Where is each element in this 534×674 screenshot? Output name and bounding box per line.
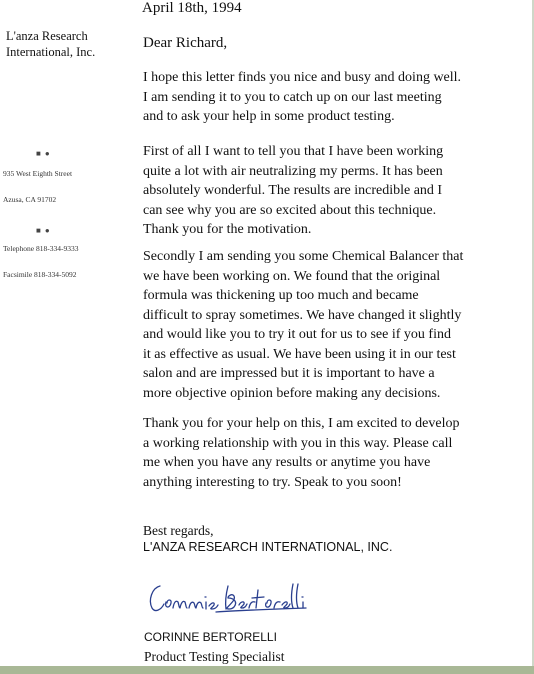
- signature-image: [146, 578, 316, 620]
- paragraph-3: [143, 247, 534, 403]
- paragraph-4: [143, 414, 534, 492]
- closing-salutation: Best regards,: [143, 523, 214, 538]
- paragraph-line: Thank you for your help on this, I am excited to develop: [143, 416, 460, 431]
- company-name-line2: International, Inc.: [6, 45, 96, 59]
- paragraph-2: [143, 142, 534, 240]
- paragraph-line: absolutely wonderful. The results are incredible and I: [143, 183, 443, 198]
- paragraph-line: can see why you are so excited about this technique.: [143, 202, 437, 218]
- letter-greeting: Dear Richard,: [143, 35, 228, 51]
- paragraph-line: Secondly I am sending you some Chemical Balancer that: [143, 249, 464, 264]
- letterhead-company: [6, 28, 95, 60]
- address-street: 935 West Eighth Street: [3, 169, 73, 178]
- letterhead-dots-bottom: ■ ●: [36, 226, 51, 235]
- bottom-scan-band: [0, 666, 534, 674]
- paragraph-line: salon and are impressed but it is important to have a: [143, 366, 435, 381]
- paragraph-line: quite a lot with air neutralizing my perms. It has been: [143, 163, 443, 179]
- letter-date: April 18th, 1994: [142, 0, 242, 16]
- paragraph-line: and to ask your help in some product testing.: [143, 109, 395, 124]
- paragraph-line: and would like you to try it out for us to see if you find: [143, 327, 451, 342]
- paragraph-line: First of all I want to tell you that I have been working: [143, 144, 444, 159]
- paragraph-1: [143, 68, 534, 127]
- company-name-line1: L'anza Research: [6, 29, 88, 43]
- letterhead-dots-top: ■ ●: [36, 149, 51, 158]
- paragraph-line: Thank you for the motivation.: [143, 222, 312, 237]
- paragraph-line: anything interesting to try. Speak to you soon!: [143, 474, 402, 490]
- paragraph-line: we have been working on. We found that the original: [143, 268, 441, 284]
- paragraph-line: it as effective as usual. We have been using it in our test: [143, 346, 456, 362]
- signer-title: Product Testing Specialist: [144, 649, 285, 664]
- telephone-number: Telephone 818-334-9333: [3, 244, 79, 253]
- paragraph-line: more objective opinion before making any decisions.: [143, 385, 441, 401]
- closing-company: L'ANZA RESEARCH INTERNATIONAL, INC.: [143, 540, 393, 554]
- paragraph-line: I am sending it to you to catch up on our last meeting: [143, 89, 442, 105]
- paragraph-line: formula was thickening up too much and became: [143, 288, 419, 303]
- paragraph-line: a working relationship with you in this way. Please call: [143, 435, 453, 451]
- paragraph-line: me when you have any results or anytime you have: [143, 455, 431, 470]
- signer-name: CORINNE BERTORELLI: [144, 630, 277, 644]
- paragraph-line: I hope this letter finds you nice and busy and doing well.: [143, 70, 462, 85]
- paragraph-line: difficult to spray sometimes. We have changed it slightly: [143, 307, 462, 323]
- facsimile-number: Facsimile 818-334-5092: [3, 270, 77, 279]
- address-city: Azusa, CA 91702: [3, 195, 57, 204]
